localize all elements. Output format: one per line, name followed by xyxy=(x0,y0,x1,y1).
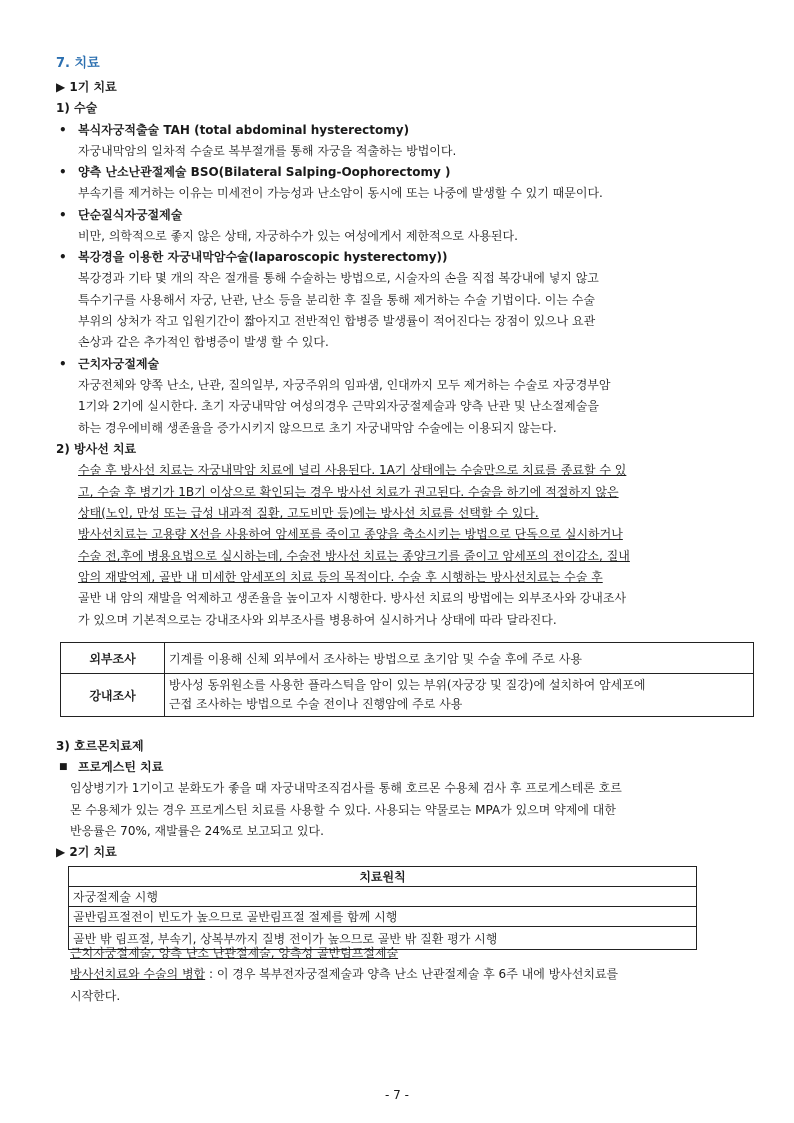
radiation-heading: 2) 방사선 치료 xyxy=(56,442,137,456)
bullet-icon: • xyxy=(59,357,67,371)
table-row xyxy=(69,887,697,907)
surgery-item-title: • 복식자궁적출술 TAH (total abdominal hysterectomy) xyxy=(59,123,410,137)
hormone-text: 반응률은 70%, 재발률은 24%로 보고되고 있다. xyxy=(70,824,324,838)
radiation-text: 고, 수술 후 병기가 1B기 이상으로 확인되는 경우 방사선 치료가 권고된다. 수술을 하기에 적절하지 않은 xyxy=(78,485,619,499)
stage2-heading: ▶ 2기 치료 xyxy=(56,845,117,859)
table-cell: 골반 밖 림프절, 부속기, 상복부까지 질병 전이가 높으므로 골반 밖 질환 평가 시행 xyxy=(69,927,697,950)
bullet-icon: • xyxy=(59,208,67,222)
surgery-item-text: 비만, 의학적으로 좋지 않은 상태, 자궁하수가 있는 여성에게서 제한적으로 사용된다. xyxy=(78,229,518,243)
bullet-icon: • xyxy=(59,250,67,264)
table-row xyxy=(69,907,697,927)
table-row xyxy=(61,643,754,674)
surgery-item-title: • 근치자궁절제술 xyxy=(59,357,160,371)
hormone-heading: 3) 호르몬치료제 xyxy=(56,739,144,753)
table-row xyxy=(69,867,697,887)
surgery-heading: 1) 수술 xyxy=(56,101,98,115)
surgery-item-text: 자궁전체와 양쪽 난소, 난관, 질의일부, 자궁주위의 임파샘, 인대까지 모두 제거하는 수술로 자궁경부암 xyxy=(78,378,611,392)
square-bullet-icon: ■ xyxy=(59,762,68,772)
surgery-item-text: 특수기구를 사용해서 자궁, 난관, 난소 등을 분리한 후 질을 통해 제거하는 수술 기법이다. 이는 수술 xyxy=(78,293,595,307)
table-cell: 골반림프절전이 빈도가 높으므로 골반림프절 절제를 함께 시행 xyxy=(69,907,697,927)
surgery-item-title: • 복강경을 이용한 자궁내막암수술(laparoscopic hysterectomy)) xyxy=(59,250,448,264)
bullet-icon: • xyxy=(59,165,67,179)
surgery-item-text: 부위의 상처가 작고 입원기간이 짧아지고 전반적인 합병증 발생률이 적어진다는 장점이 있으나 요관 xyxy=(78,314,596,328)
bullet-icon: • xyxy=(59,123,67,137)
radiation-text: 방사선치료는 고용량 X선을 사용하여 암세포를 죽이고 종양을 축소시키는 방법으로 단독으로 실시하거나 xyxy=(78,527,623,541)
radiation-text: 암의 재발억제, 골반 내 미세한 암세포의 치료 등의 목적이다. 수술 후 시행하는 방사선치료는 수술 후 xyxy=(78,570,603,584)
table-cell-label: 외부조사 xyxy=(61,643,165,674)
table-cell-text: 기계를 이용해 신체 외부에서 조사하는 방법으로 초기암 및 수술 후에 주로 사용 xyxy=(165,643,754,674)
surgery-item-title: • 양측 난소난관절제술 BSO(Bilateral Salping-Oophorectomy ) xyxy=(59,165,451,179)
radiation-text: 상태(노인, 만성 또는 급성 내과적 질환, 고도비만 등)에는 방사선 치료를 선택할 수 있다. xyxy=(78,506,539,520)
table-cell: 자궁절제술 시행 xyxy=(69,887,697,907)
surgery-item-text: 1기와 2기에 실시한다. 초기 자궁내막암 여성의경우 근막외자궁절제술과 양측 난관 및 난소절제술을 xyxy=(78,399,599,413)
surgery-item-text: 자궁내막암의 일차적 수술로 복부절개를 통해 자궁을 적출하는 방법이다. xyxy=(78,144,457,158)
section-title: 7. 치료 xyxy=(56,56,100,71)
surgery-item-title: • 단순질식자궁절제술 xyxy=(59,208,183,222)
stage2-text: 시작한다. xyxy=(70,989,121,1003)
surgery-item-text: 부속기를 제거하는 이유는 미세전이 가능성과 난소암이 동시에 또는 나중에 발생할 수 있기 때문이다. xyxy=(78,186,603,200)
hormone-text: 임상병기가 1기이고 분화도가 좋을 때 자궁내막조직검사를 통해 호르몬 수용체 검사 후 프로게스테론 호르 xyxy=(70,781,622,795)
stage2-text: 근치자궁절제술, 양측 난소 난관절제술, 양측성 골반림프절제술 xyxy=(70,946,399,960)
hormone-text: 몬 수용체가 있는 경우 프로게스틴 치료를 사용할 수 있다. 사용되는 약물로는 MPA가 있으며 약제에 대한 xyxy=(70,803,616,817)
stage1-heading: ▶ 1기 치료 xyxy=(56,80,117,94)
radiation-text: 수술 후 방사선 치료는 자궁내막암 치료에 널리 사용된다. 1A기 상태에는 수술만으로 치료를 종료할 수 있 xyxy=(78,463,627,477)
table-header: 치료원칙 xyxy=(69,867,697,887)
radiation-text: 가 있으며 기본적으로는 강내조사와 외부조사를 병용하여 실시하거나 상태에 따라 달라진다. xyxy=(78,613,557,627)
radiation-text: 골반 내 암의 재발을 억제하고 생존율을 높이고자 시행한다. 방사선 치료의 방법에는 외부조사와 강내조사 xyxy=(78,591,627,605)
radiation-text: 수술 전,후에 병용요법으로 실시하는데, 수술전 방사선 치료는 종양크기를 줄이고 암세포의 전이감소, 질내 xyxy=(78,549,630,563)
table-cell-text: 방사성 동위원소를 사용한 플라스틱을 암이 있는 부위(자궁강 및 질강)에 설치하여 암세포에 근접 조사하는 방법으로 수술 전이나 진행암에 주로 사용 xyxy=(165,674,754,717)
surgery-item-text: 복강경과 기타 몇 개의 작은 절개를 통해 수술하는 방법으로, 시술자의 손을 직접 복강내에 넣지 않고 xyxy=(78,271,599,285)
table-cell-label: 강내조사 xyxy=(61,674,165,717)
surgery-item-text: 손상과 같은 추가적인 합병증이 발생 할 수 있다. xyxy=(78,335,329,349)
table-row xyxy=(61,674,754,717)
stage2-table xyxy=(68,866,697,950)
hormone-subheading: ■ 프로게스틴 치료 xyxy=(59,760,164,774)
page-number: - 7 - xyxy=(385,1088,409,1102)
surgery-item-text: 하는 경우에비해 생존율을 증가시키지 않으므로 초기 자궁내막암 수술에는 이용되지 않는다. xyxy=(78,421,557,435)
stage2-text: 방사선치료와 수술의 병합 : 이 경우 복부전자궁절제술과 양측 난소 난관절제술 후 6주 내에 방사선치료를 xyxy=(70,967,619,981)
radiation-table xyxy=(60,642,754,717)
